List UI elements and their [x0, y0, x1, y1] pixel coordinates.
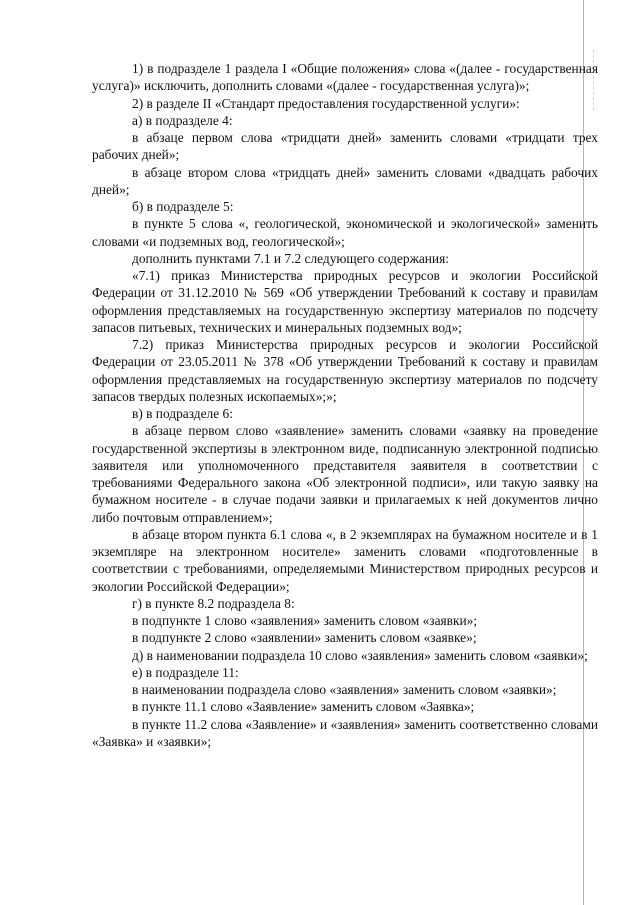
paragraph: в наименовании подраздела слово «заявления» заменить словом «заявки»; — [132, 682, 557, 697]
paragraph: 7.2) приказ Министерства природных ресурсов и экологии Российской Федерации от 23.05.2011 № 378 «Об утверждении Требований к составу и правилам оформления представляемых на государственную экспертизу материалов по подсчету запасов твердых полезных ископаемых»;»; — [92, 337, 598, 404]
paragraph: 2) в разделе II «Стандарт предоставления государственной услуги»: — [132, 95, 520, 111]
paragraph: г) в пункте 8.2 подраздела 8: — [132, 595, 295, 611]
paragraph: 1) в подразделе 1 раздела I «Общие положения» слова «(далее - государственная услуга)» исключить, дополнить словами «(далее - государственная услуга)»; — [92, 61, 598, 94]
paragraph: в пункте 11.1 слово «Заявление» заменить словом «Заявка»; — [132, 699, 475, 715]
paragraph: б) в подразделе 5: — [132, 199, 234, 214]
paragraph: в абзаце первом слово «заявление» заменить словами «заявку на проведение государственной экспертизы в электронном виде, подписанную электронной подписью заявителя или уполномоченного представителя заявителя в соответствии с требованиями Федерального закона «Об электронной подписи», или такую заявку на бумажном носителе - в случае подачи заявки и прилагаемых к ней документов лично либо почтовым отправлением»; — [92, 423, 598, 525]
paragraph: в пункте 11.2 слова «Заявление» и «заявления» заменить соответственно словами «Заявка» и «заявки»; — [92, 716, 598, 749]
paragraph: а) в подразделе 4: — [132, 112, 233, 128]
paragraph: е) в подразделе 11: — [132, 664, 239, 680]
paragraph: в пункте 5 слова «, геологической, экономической и экологической» заменить словами «и подземных вод, геологической»; — [92, 216, 598, 249]
paragraph: в абзаце втором слова «тридцать дней» заменить словами «двадцать рабочих дней»; — [92, 164, 598, 197]
document-body — [92, 60, 598, 750]
paragraph: в) в подразделе 6: — [132, 406, 233, 421]
paragraph: в абзаце первом слова «тридцати дней» заменить словами «тридцати трех рабочих дней»; — [92, 130, 598, 163]
paragraph: д) в наименовании подраздела 10 слово «заявления» заменить словом «заявки»; — [132, 647, 588, 663]
paragraph: в абзаце втором пункта 6.1 слова «, в 2 экземплярах на бумажном носителе и в 1 экземпляре на электронном носителе» заменить словами «подготовленные в соответствии с требованиями, определяемыми Министерством природных ресурсов и экологии Российской Федерации»; — [92, 526, 598, 594]
paragraph: «7.1) приказ Министерства природных ресурсов и экологии Российской Федерации от 31.12.2010 № 569 «Об утверждении Требований к составу и правилам оформления представляемых на государственную экспертизу материалов по подсчету запасов питьевых, технических и минеральных подземных вод»; — [92, 268, 598, 335]
paragraph: дополнить пунктами 7.1 и 7.2 следующего содержания: — [132, 250, 449, 266]
paragraph: в подпункте 1 слово «заявления» заменить словом «заявки»; — [132, 613, 478, 628]
paragraph: в подпункте 2 слово «заявлении» заменить словом «заявке»; — [132, 630, 477, 646]
